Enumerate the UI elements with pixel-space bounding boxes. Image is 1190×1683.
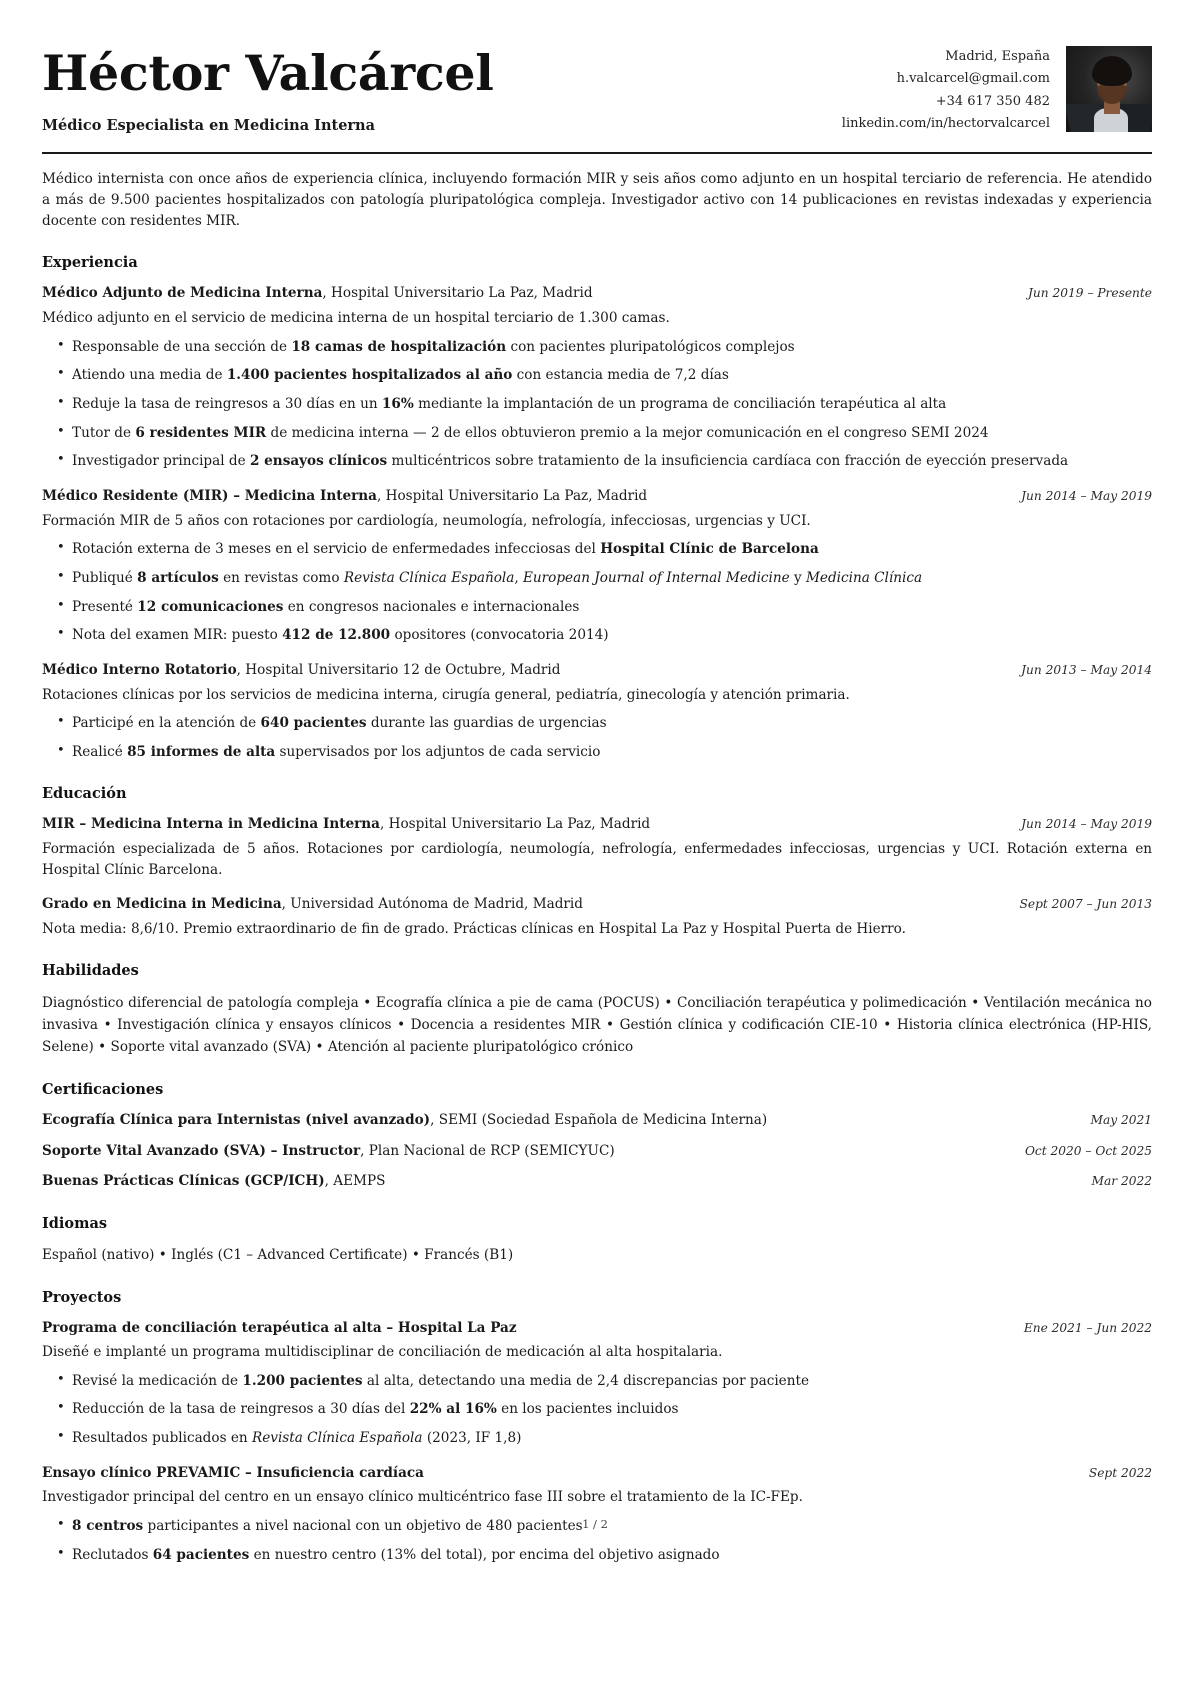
certification-entry-title: Buenas Prácticas Clínicas (GCP/ICH), AEMPS bbox=[42, 1173, 386, 1190]
experience-entry-bullets bbox=[42, 540, 1152, 646]
section-title-certifications: Certificaciones bbox=[42, 1081, 164, 1099]
project-entry-title: Ensayo clínico PREVAMIC – Insuficiencia cardíaca bbox=[42, 1464, 424, 1481]
project-entry-title: Programa de conciliación terapéutica al alta – Hospital La Paz bbox=[42, 1319, 517, 1336]
section-skills bbox=[42, 962, 1152, 1058]
header-identity bbox=[42, 40, 494, 134]
resume-header bbox=[42, 40, 1152, 135]
project-entry-description: Diseñé e implanté un programa multidisciplinar de conciliación de medicación al alta hospitalaria. bbox=[42, 1344, 723, 1361]
bullet-item: • Realicé 85 informes de alta supervisados por los adjuntos de cada servicio bbox=[72, 743, 1152, 763]
experience-entry-bullets bbox=[42, 714, 1152, 762]
experience-entry-description: Médico adjunto en el servicio de medicina interna de un hospital terciario de 1.300 camas. bbox=[42, 310, 670, 327]
bullet-item: • Atiendo una media de 1.400 pacientes hospitalizados al año con estancia media de 7,2 días bbox=[72, 366, 1152, 386]
education-entry-head bbox=[42, 815, 1152, 835]
experience-entry-title: Médico Residente (MIR) – Medicina Interna, Hospital Universitario La Paz, Madrid bbox=[42, 488, 648, 505]
section-title-experience: Experiencia bbox=[42, 254, 138, 272]
contact-email[interactable]: h.valcarcel@gmail.com bbox=[896, 71, 1050, 87]
bullet-item: • Investigador principal de 2 ensayos clínicos multicéntricos sobre tratamiento de la insuficiencia cardíaca con fracción de eyección preservada bbox=[72, 452, 1152, 472]
certification-entry-date: May 2021 bbox=[1090, 1113, 1152, 1128]
experience-entry-title: Médico Adjunto de Medicina Interna, Hospital Universitario La Paz, Madrid bbox=[42, 285, 593, 302]
project-entry-date: Sept 2022 bbox=[1088, 1465, 1152, 1480]
education-entry-title: MIR – Medicina Interna in Medicina Interna, Hospital Universitario La Paz, Madrid bbox=[42, 816, 651, 833]
education-entry-description: Nota media: 8,6/10. Premio extraordinario de fin de grado. Prácticas clínicas en Hospital La Paz y Hospital Puerta de Hierro. bbox=[42, 920, 906, 937]
certification-entry-date: Oct 2020 – Oct 2025 bbox=[1024, 1143, 1152, 1158]
experience-entry-head bbox=[42, 284, 1152, 304]
certification-entry bbox=[42, 1142, 1152, 1162]
education-entry bbox=[42, 815, 1152, 879]
candidate-photo bbox=[1066, 46, 1152, 132]
certification-entry-head bbox=[42, 1142, 1152, 1162]
project-entry-head bbox=[42, 1319, 1152, 1339]
project-entry-description: Investigador principal del centro en un ensayo clínico multicéntrico fase III sobre el tratamiento de la IC-FEp. bbox=[42, 1489, 803, 1506]
bullet-item: • Reducción de la tasa de reingresos a 30 días del 22% al 16% en los pacientes incluidos bbox=[72, 1400, 1152, 1420]
header-divider bbox=[42, 152, 1152, 154]
certification-entry-head bbox=[42, 1172, 1152, 1192]
bullet-item: • 8 centros participantes a nivel nacional con un objetivo de 480 pacientes bbox=[72, 1517, 1152, 1537]
experience-entry-title: Médico Interno Rotatorio, Hospital Universitario 12 de Octubre, Madrid bbox=[42, 661, 561, 678]
project-entry-head bbox=[42, 1464, 1152, 1484]
education-entry-head bbox=[42, 895, 1152, 915]
contact-phone[interactable]: +34 617 350 482 bbox=[935, 93, 1050, 109]
bullet-item: • Reclutados 64 pacientes en nuestro centro (13% del total), por encima del objetivo asignado bbox=[72, 1546, 1152, 1566]
experience-entry-head bbox=[42, 487, 1152, 507]
experience-entries bbox=[42, 284, 1152, 762]
page-footer: 1 / 2 bbox=[582, 1517, 608, 1532]
experience-entry-description: Rotaciones clínicas por los servicios de medicina interna, cirugía general, pediatría, ginecología y atención primaria. bbox=[42, 686, 850, 703]
section-education bbox=[42, 785, 1152, 939]
professional-summary: Médico internista con once años de experiencia clínica, incluyendo formación MIR y seis años como adjunto en un hospital terciario de referencia. He atendido a más de 9.500 pacientes hospitalizados con patología pluripatológica compleja. Investigador activo con 14 publicaciones en revistas indexadas y experiencia docente con residentes MIR. bbox=[42, 171, 1152, 229]
bullet-item: • Tutor de 6 residentes MIR de medicina interna — 2 de ellos obtuvieron premio a la mejor comunicación en el congreso SEMI 2024 bbox=[72, 424, 1152, 444]
education-entry-date: Jun 2014 – May 2019 bbox=[1021, 817, 1152, 832]
experience-entry-head bbox=[42, 661, 1152, 681]
certification-entry-head bbox=[42, 1111, 1152, 1131]
certification-entry-title: Ecografía Clínica para Internistas (nivel avanzado), SEMI (Sociedad Española de Medicina Interna) bbox=[42, 1112, 768, 1129]
contact-list bbox=[842, 46, 1050, 135]
experience-entry-date: Jun 2014 – May 2019 bbox=[1021, 489, 1152, 504]
section-experience bbox=[42, 254, 1152, 762]
certification-entry-title: Soporte Vital Avanzado (SVA) – Instructor, Plan Nacional de RCP (SEMICYUC) bbox=[42, 1142, 615, 1159]
certification-entries bbox=[42, 1111, 1152, 1192]
languages-list: Español (nativo) • Inglés (C1 – Advanced Certificate) • Francés (B1) bbox=[42, 1247, 514, 1264]
contact-linkedin[interactable]: linkedin.com/in/hectorvalcarcel bbox=[841, 116, 1050, 132]
education-entry bbox=[42, 895, 1152, 939]
bullet-item: • Participé en la atención de 640 pacientes durante las guardias de urgencias bbox=[72, 714, 1152, 734]
bullet-item: • Resultados publicados en Revista Clínica Española (2023, IF 1,8) bbox=[72, 1429, 1152, 1449]
bullet-item: • Publiqué 8 artículos en revistas como Revista Clínica Española, European Journal of Internal Medicine y Medicina Clínica bbox=[72, 569, 1152, 589]
project-entry-date: Ene 2021 – Jun 2022 bbox=[1023, 1320, 1152, 1335]
section-languages bbox=[42, 1215, 1152, 1265]
section-certifications bbox=[42, 1081, 1152, 1192]
candidate-name: Héctor Valcárcel bbox=[42, 44, 494, 102]
education-entry-date: Sept 2007 – Jun 2013 bbox=[1019, 896, 1152, 911]
project-entry-bullets bbox=[42, 1372, 1152, 1449]
section-title-languages: Idiomas bbox=[42, 1215, 108, 1233]
education-entry-title: Grado en Medicina in Medicina, Universidad Autónoma de Madrid, Madrid bbox=[42, 895, 583, 912]
experience-entry-date: Jun 2019 – Presente bbox=[1028, 286, 1152, 301]
certification-entry-date: Mar 2022 bbox=[1091, 1174, 1152, 1189]
bullet-item: • Responsable de una sección de 18 camas de hospitalización con pacientes pluripatológicos complejos bbox=[72, 338, 1152, 358]
candidate-headline: Médico Especialista en Medicina Interna bbox=[42, 117, 375, 135]
education-entry-description: Formación especializada de 5 años. Rotaciones por cardiología, neumología, nefrología, enfermedades infecciosas, urgencias y UCI. Rotación externa en Hospital Clínic Barcelona. bbox=[42, 841, 1152, 878]
project-entry bbox=[42, 1319, 1152, 1449]
contact-location: Madrid, España bbox=[945, 49, 1050, 64]
section-title-education: Educación bbox=[42, 785, 127, 803]
section-title-skills: Habilidades bbox=[42, 962, 139, 979]
experience-entry-bullets bbox=[42, 338, 1152, 473]
bullet-item: • Nota del examen MIR: puesto 412 de 12.800 opositores (convocatoria 2014) bbox=[72, 626, 1152, 646]
certification-entry bbox=[42, 1111, 1152, 1131]
bullet-item: • Reduje la tasa de reingresos a 30 días en un 16% mediante la implantación de un programa de conciliación terapéutica al alta bbox=[72, 395, 1152, 415]
education-entries bbox=[42, 815, 1152, 939]
header-contact-block bbox=[842, 40, 1152, 135]
experience-entry bbox=[42, 487, 1152, 646]
bullet-item: • Revisé la medicación de 1.200 pacientes al alta, detectando una media de 2,4 discrepancias por paciente bbox=[72, 1372, 1152, 1392]
section-title-projects: Proyectos bbox=[42, 1288, 122, 1306]
project-entry bbox=[42, 1464, 1152, 1566]
experience-entry-date: Jun 2013 – May 2014 bbox=[1021, 662, 1152, 677]
experience-entry bbox=[42, 661, 1152, 763]
bullet-item: • Presenté 12 comunicaciones en congresos nacionales e internacionales bbox=[72, 598, 1152, 618]
certification-entry bbox=[42, 1172, 1152, 1192]
experience-entry bbox=[42, 284, 1152, 472]
experience-entry-description: Formación MIR de 5 años con rotaciones por cardiología, neumología, nefrología, infecciosas, urgencias y UCI. bbox=[42, 512, 811, 529]
bullet-item: • Rotación externa de 3 meses en el servicio de enfermedades infecciosas del Hospital Clínic de Barcelona bbox=[72, 540, 1152, 560]
skills-list: Diagnóstico diferencial de patología compleja • Ecografía clínica a pie de cama (POCUS) • Conciliación terapéutica y polimedicación • Ventilación mecánica no invasiva • Investigación clínica y ensayos clínicos • Docencia a residentes MIR • Gestión clínica y codificación CIE-10 • Historia clínica electrónica (HP-HIS, Selene) • Soporte vital avanzado (SVA) • Atención al paciente pluripatológico crónico bbox=[42, 995, 1152, 1056]
